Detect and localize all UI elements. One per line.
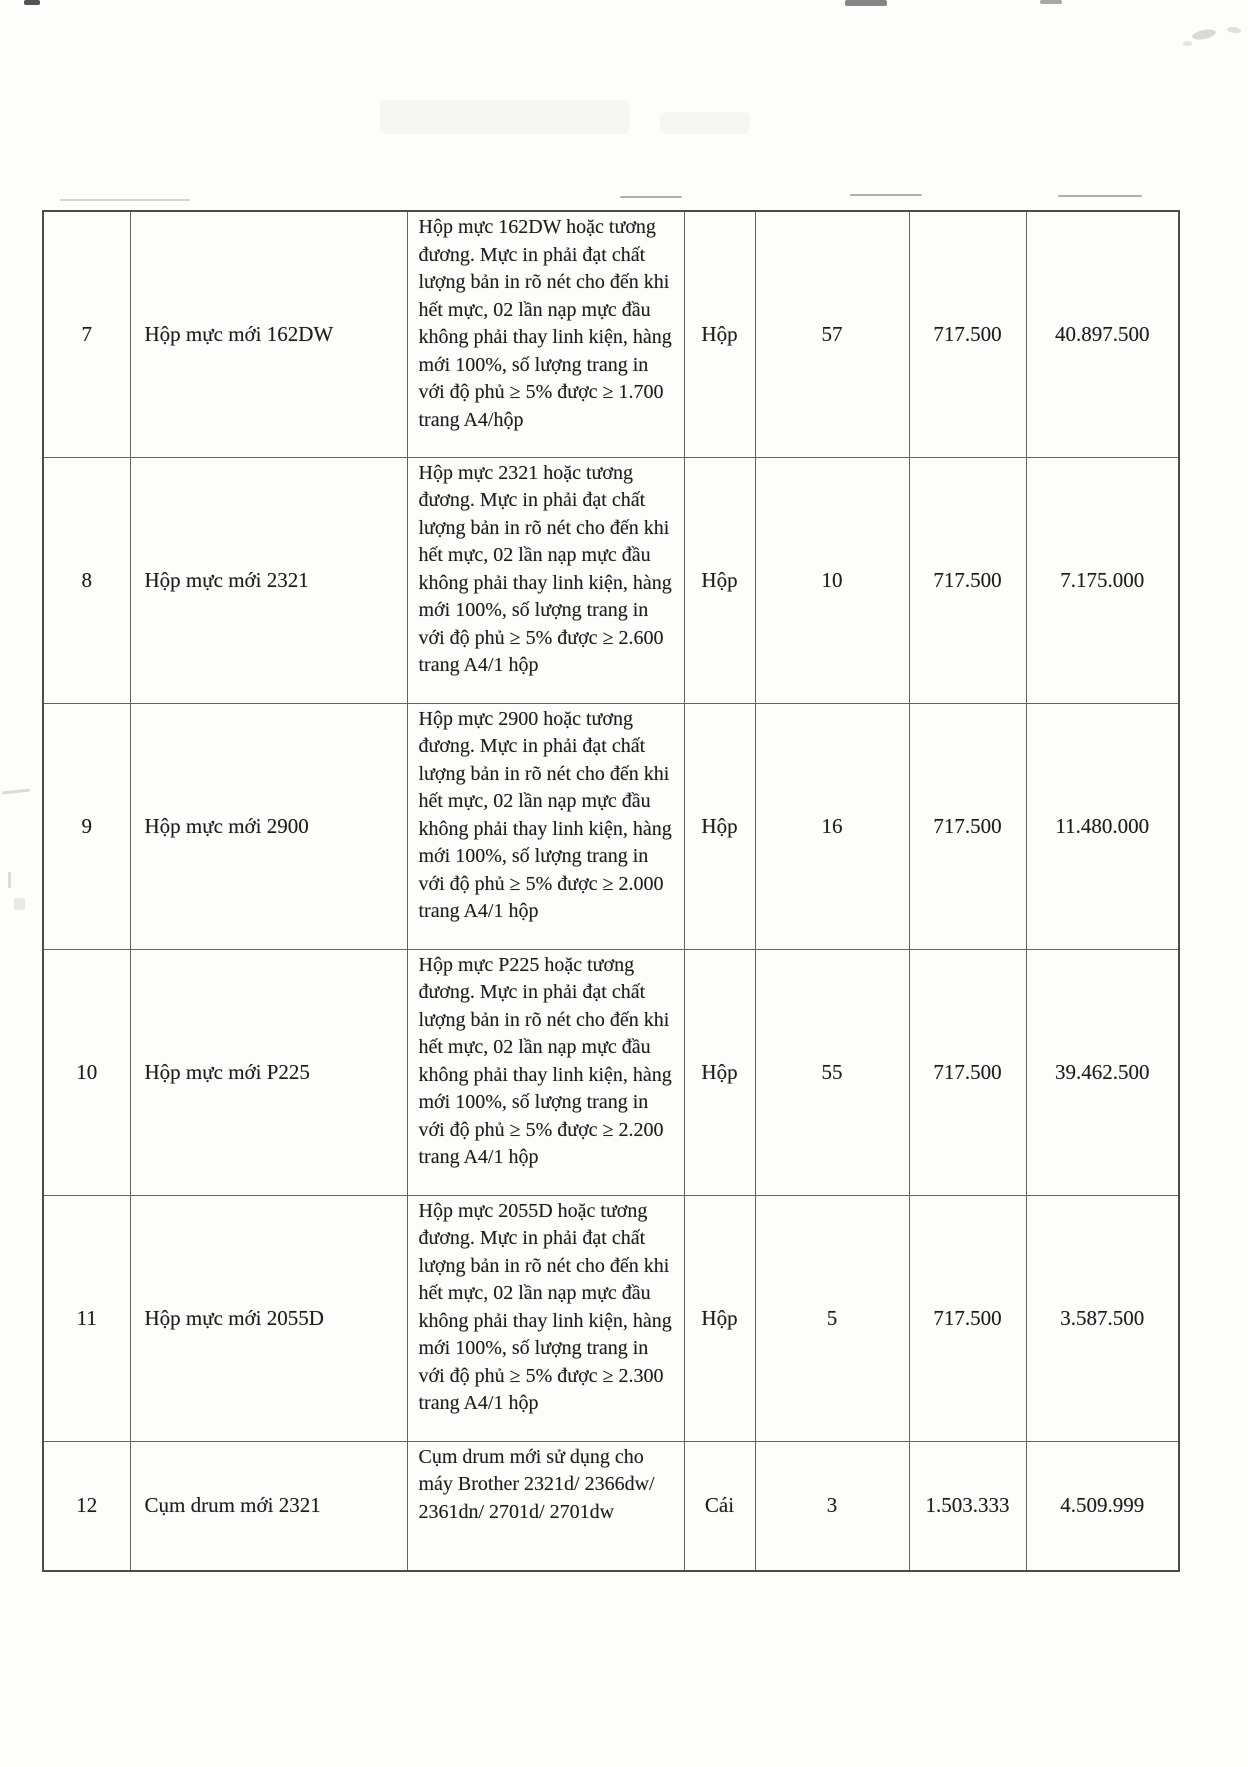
row-number-cell: 7 bbox=[43, 211, 130, 457]
unit-cell: Hộp bbox=[684, 457, 755, 703]
row-number-cell: 8 bbox=[43, 457, 130, 703]
scan-artifact bbox=[620, 196, 682, 198]
item-description-cell: Hộp mực 2321 hoặc tương đương. Mực in phải đạt chất lượng bản in rõ nét cho đến khi hết mực, 02 lần nạp mực đầu không phải thay linh kiện, hàng mới 100%, số lượng trang in với độ phủ ≥ 5% được ≥ 2.600 trang A4/1 hộp bbox=[407, 457, 684, 703]
table-row bbox=[43, 949, 1179, 1195]
table-row bbox=[43, 1441, 1179, 1571]
scan-artifact bbox=[660, 112, 750, 134]
scan-artifact bbox=[8, 872, 11, 888]
unit-price-cell: 717.500 bbox=[909, 211, 1026, 457]
item-name-cell: Hộp mực mới 162DW bbox=[130, 211, 407, 457]
scan-artifact bbox=[1040, 0, 1062, 4]
unit-price-cell: 717.500 bbox=[909, 1195, 1026, 1441]
unit-cell: Cái bbox=[684, 1441, 755, 1571]
quantity-cell: 10 bbox=[755, 457, 909, 703]
item-name-cell: Hộp mực mới 2055D bbox=[130, 1195, 407, 1441]
row-number-cell: 11 bbox=[43, 1195, 130, 1441]
unit-cell: Hộp bbox=[684, 1195, 755, 1441]
total-price-cell: 40.897.500 bbox=[1026, 211, 1179, 457]
unit-price-cell: 717.500 bbox=[909, 457, 1026, 703]
scan-artifact bbox=[1183, 41, 1192, 46]
unit-price-cell: 717.500 bbox=[909, 949, 1026, 1195]
item-description-cell: Hộp mực P225 hoặc tương đương. Mực in phải đạt chất lượng bản in rõ nét cho đến khi hết mực, 02 lần nạp mực đầu không phải thay linh kiện, hàng mới 100%, số lượng trang in với độ phủ ≥ 5% được ≥ 2.200 trang A4/1 hộp bbox=[407, 949, 684, 1195]
unit-price-cell: 1.503.333 bbox=[909, 1441, 1026, 1571]
table-row bbox=[43, 211, 1179, 457]
scan-artifact bbox=[60, 199, 190, 201]
item-name-cell: Cụm drum mới 2321 bbox=[130, 1441, 407, 1571]
quantity-cell: 5 bbox=[755, 1195, 909, 1441]
item-description-cell: Hộp mực 162DW hoặc tương đương. Mực in phải đạt chất lượng bản in rõ nét cho đến khi hết mực, 02 lần nạp mực đầu không phải thay linh kiện, hàng mới 100%, số lượng trang in với độ phủ ≥ 5% được ≥ 1.700 trang A4/hộp bbox=[407, 211, 684, 457]
item-name-cell: Hộp mực mới 2900 bbox=[130, 703, 407, 949]
scan-artifact bbox=[1058, 195, 1142, 197]
items-table bbox=[42, 210, 1180, 1572]
total-price-cell: 7.175.000 bbox=[1026, 457, 1179, 703]
unit-cell: Hộp bbox=[684, 211, 755, 457]
scan-artifact bbox=[1227, 26, 1242, 34]
quantity-cell: 57 bbox=[755, 211, 909, 457]
item-description-cell: Hộp mực 2900 hoặc tương đương. Mực in phải đạt chất lượng bản in rõ nét cho đến khi hết mực, 02 lần nạp mực đầu không phải thay linh kiện, hàng mới 100%, số lượng trang in với độ phủ ≥ 5% được ≥ 2.000 trang A4/1 hộp bbox=[407, 703, 684, 949]
scan-artifact bbox=[850, 194, 922, 196]
total-price-cell: 39.462.500 bbox=[1026, 949, 1179, 1195]
row-number-cell: 10 bbox=[43, 949, 130, 1195]
item-name-cell: Hộp mực mới P225 bbox=[130, 949, 407, 1195]
unit-cell: Hộp bbox=[684, 703, 755, 949]
unit-price-cell: 717.500 bbox=[909, 703, 1026, 949]
quantity-cell: 16 bbox=[755, 703, 909, 949]
table-row bbox=[43, 1195, 1179, 1441]
item-name-cell: Hộp mực mới 2321 bbox=[130, 457, 407, 703]
total-price-cell: 11.480.000 bbox=[1026, 703, 1179, 949]
row-number-cell: 12 bbox=[43, 1441, 130, 1571]
scan-artifact bbox=[1191, 28, 1216, 42]
item-description-cell: Hộp mực 2055D hoặc tương đương. Mực in phải đạt chất lượng bản in rõ nét cho đến khi hết mực, 02 lần nạp mực đầu không phải thay linh kiện, hàng mới 100%, số lượng trang in với độ phủ ≥ 5% được ≥ 2.300 trang A4/1 hộp bbox=[407, 1195, 684, 1441]
scan-artifact bbox=[845, 0, 887, 6]
total-price-cell: 4.509.999 bbox=[1026, 1441, 1179, 1571]
item-description-cell: Cụm drum mới sử dụng cho máy Brother 2321d/ 2366dw/ 2361dn/ 2701d/ 2701dw bbox=[407, 1441, 684, 1571]
quantity-cell: 55 bbox=[755, 949, 909, 1195]
table-row bbox=[43, 457, 1179, 703]
row-number-cell: 9 bbox=[43, 703, 130, 949]
scan-artifact bbox=[380, 100, 630, 134]
scan-artifact bbox=[14, 898, 25, 910]
scan-artifact bbox=[24, 0, 40, 5]
total-price-cell: 3.587.500 bbox=[1026, 1195, 1179, 1441]
quantity-cell: 3 bbox=[755, 1441, 909, 1571]
unit-cell: Hộp bbox=[684, 949, 755, 1195]
scan-artifact bbox=[2, 789, 30, 795]
table-row bbox=[43, 703, 1179, 949]
